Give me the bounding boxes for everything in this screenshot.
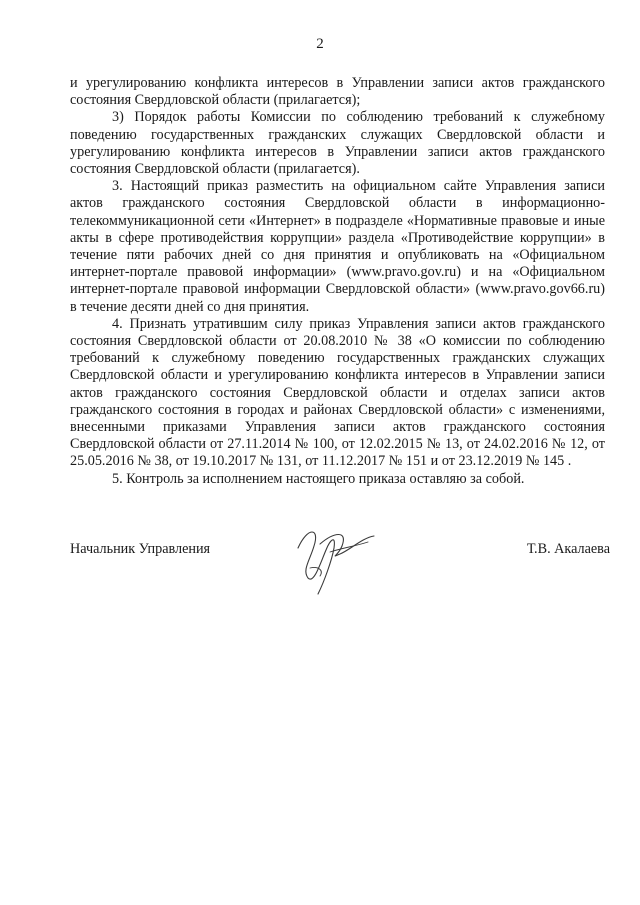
signer-name: Т.В. Акалаева: [526, 541, 610, 557]
paragraph-control: 5. Контроль за исполнением настоящего приказа оставляю за собой.: [112, 470, 525, 487]
document-body: [70, 75, 605, 488]
paragraph-publication: 3. Настоящий приказ разместить на официальном сайте Управления записи актов гражданского состояния Свердловской области в информационно-телекоммуникационной сети «Интернет» в подразделе «Нормативные правовые и иные акты в сфере противодействия коррупции» раздела «Противодействие коррупции» в течение пяти рабочих дней со дня принятия и опубликовать на «Официальном интернет-портале правовой информации» (www.pravo.gov.ru) и на «Официальном интернет-портале правовой информации Свердловской области» (www.pravo.gov66.ru) в течение десяти дней со дня принятия.: [70, 178, 605, 315]
paragraph-repeal: 4. Признать утратившим силу приказ Управления записи актов гражданского состояния Свердловской области от 20.08.2010 № 38 «О комиссии по соблюдению требований к служебному поведению государственных гражданских служащих Свердловской области и урегулированию конфликта интересов в Управлении записи актов гражданского состояния Свердловской области и отделах записи актов гражданского состояния в городах и районах Свердловской области» с изменениями, внесенными приказами Управления записи актов гражданского состояния Свердловской области от 27.11.2014 № 100, от 12.02.2015 № 13, от 24.02.2016 № 12, от 25.05.2016 № 38, от 19.10.2017 № 131, от 11.12.2017 № 151 и от 23.12.2019 № 145 .: [70, 315, 605, 470]
paragraph-item-3-procedure: 3) Порядок работы Комиссии по соблюдению требований к служебному поведению государственных гражданских служащих Свердловской области и урегулированию конфликта интересов в Управлении записи актов гражданского состояния Свердловской области (прилагается).: [70, 109, 605, 178]
signature-block: [70, 520, 610, 610]
page-number: 2: [316, 36, 324, 52]
signer-position: Начальник Управления: [70, 541, 211, 557]
paragraph-item-2-continuation: и урегулированию конфликта интересов в Управлении записи актов гражданского состояния Свердловской области (прилагается);: [70, 75, 605, 109]
handwritten-signature: [290, 520, 380, 600]
